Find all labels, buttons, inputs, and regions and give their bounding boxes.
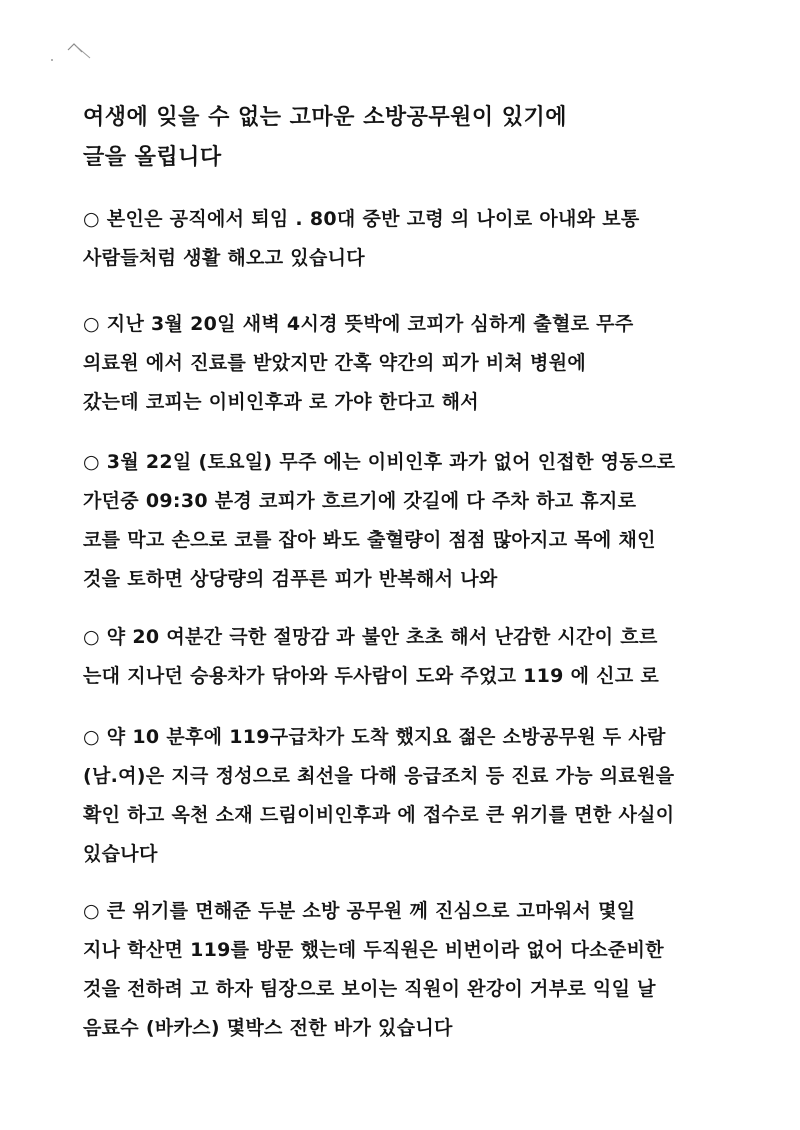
text-line: 음료수 (바카스) 몇박스 전한 바가 있습니다 [83,1017,453,1039]
text-line: ○ 약 20 여분간 극한 절망감 과 불안 초초 해서 난감한 시간이 흐르 [83,626,658,648]
text-line: 사람들처럼 생활 해오고 있습니다 [83,247,365,269]
text-line: 의료원 에서 진료를 받았지만 간혹 약간의 피가 비쳐 병원에 [83,352,587,374]
paragraph-ambulance [83,718,743,874]
text-line: ○ 약 10 분후에 119구급차가 도착 했지요 젊은 소방공무원 두 사람 [83,726,666,748]
paragraph-roadside [83,443,743,599]
text-line: ○ 3월 22일 (토요일) 무주 에는 이비인후 과가 없어 인접한 영동으로 [83,451,676,473]
letter-title [83,98,723,178]
text-line: 코를 막고 손으로 코를 잡아 봐도 출혈량이 점점 많아지고 목에 채인 [83,529,656,551]
text-line: 갔는데 코피는 이비인후과 로 가야 한다고 해서 [83,391,479,413]
scan-mark-icon [46,38,106,68]
text-line: 지나 학산면 119를 방문 했는데 두직원은 비번이라 없어 다소준비한 [83,939,664,961]
paragraph-help [83,618,743,696]
text-line: 는대 지나던 승용차가 닦아와 두사람이 도와 주었고 119 에 신고 로 [83,665,660,687]
text-line: ○ 큰 위기를 면해준 두분 소방 공무원 께 진심으로 고마워서 몇일 [83,900,636,922]
text-line: 가던중 09:30 분경 코피가 흐르기에 갓길에 다 주차 하고 휴지로 [83,490,637,512]
paragraph-gratitude [83,892,743,1048]
title-line: 글을 올립니다 [83,145,222,170]
text-line: 것을 전하려 고 하자 팀장으로 보이는 직원이 완강이 거부로 익일 날 [83,978,656,1000]
text-line: 확인 하고 옥천 소재 드림이비인후과 에 접수로 큰 위기를 면한 사실이 [83,804,675,826]
text-line: 것을 토하면 상당량의 검푸른 피가 반복해서 나와 [83,568,498,590]
text-line: (남.여)은 지극 정성으로 최선을 다해 응급조치 등 진료 가능 의료원을 [83,765,675,787]
text-line: ○ 지난 3월 20일 새벽 4시경 뜻박에 코피가 심하게 출혈로 무주 [83,313,634,335]
paragraph-nosebleed [83,305,743,422]
paragraph-intro [83,200,743,278]
text-line: ○ 본인은 공직에서 퇴임 . 80대 중반 고령 의 나이로 아내와 보통 [83,208,640,230]
title-line: 여생에 잊을 수 없는 고마운 소방공무원이 있기에 [83,105,567,130]
text-line: 있습나다 [83,843,158,865]
